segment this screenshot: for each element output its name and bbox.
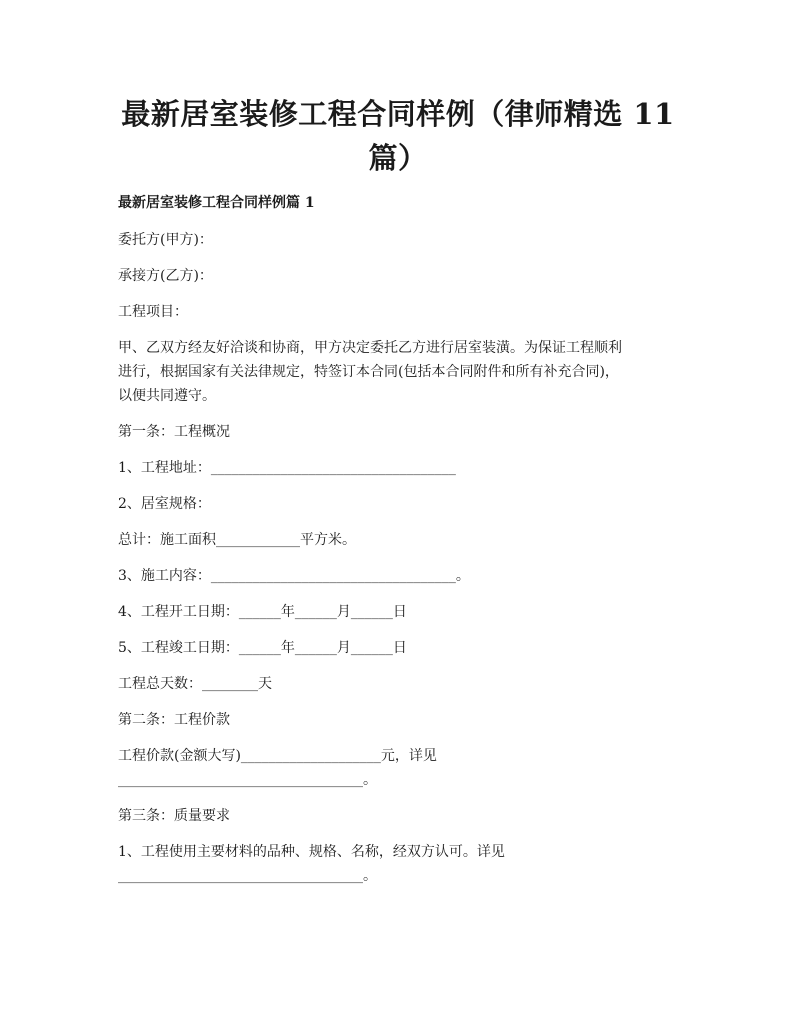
section-heading: 最新居室装修工程合同样例篇 1 bbox=[118, 195, 315, 211]
content-line: 3、施工内容：___________________________________。 bbox=[118, 568, 470, 584]
quality-line-2: ___________________________________。 bbox=[118, 868, 377, 884]
start-date-line: 4、工程开工日期：______年______月______日 bbox=[118, 604, 407, 620]
title-line-1: 最新居室装修工程合同样例（律师精选 11 bbox=[121, 97, 675, 131]
price-line-2: ___________________________________。 bbox=[118, 772, 377, 788]
address-line: 1、工程地址：___________________________________ bbox=[118, 460, 456, 476]
project-line: 工程项目： bbox=[118, 304, 188, 320]
title-line-2: 篇） bbox=[368, 141, 428, 175]
end-date-line: 5、工程竣工日期：______年______月______日 bbox=[118, 640, 407, 656]
price-line-1: 工程价款(金额大写)____________________元，详见 bbox=[118, 748, 437, 764]
client-line: 委托方(甲方)： bbox=[118, 232, 213, 248]
area-line: 总计：施工面积____________平方米。 bbox=[118, 532, 356, 548]
contractor-line: 承接方(乙方)： bbox=[118, 268, 213, 284]
total-days-line: 工程总天数：________天 bbox=[118, 676, 272, 692]
article-2-heading: 第二条：工程价款 bbox=[118, 712, 230, 728]
document-title bbox=[118, 92, 678, 180]
intro-line-3: 以便共同遵守。 bbox=[118, 388, 216, 404]
spec-line: 2、居室规格： bbox=[118, 496, 211, 512]
quality-line-1: 1、工程使用主要材料的品种、规格、名称，经双方认可。详见 bbox=[118, 844, 505, 860]
article-1-heading: 第一条：工程概况 bbox=[118, 424, 230, 440]
intro-line-2: 进行，根据国家有关法律规定，特签订本合同(包括本合同附件和所有补充合同)， bbox=[118, 364, 619, 380]
article-3-heading: 第三条：质量要求 bbox=[118, 808, 230, 824]
intro-line-1: 甲、乙双方经友好洽谈和协商，甲方决定委托乙方进行居室装潢。为保证工程顺利 bbox=[118, 340, 622, 356]
